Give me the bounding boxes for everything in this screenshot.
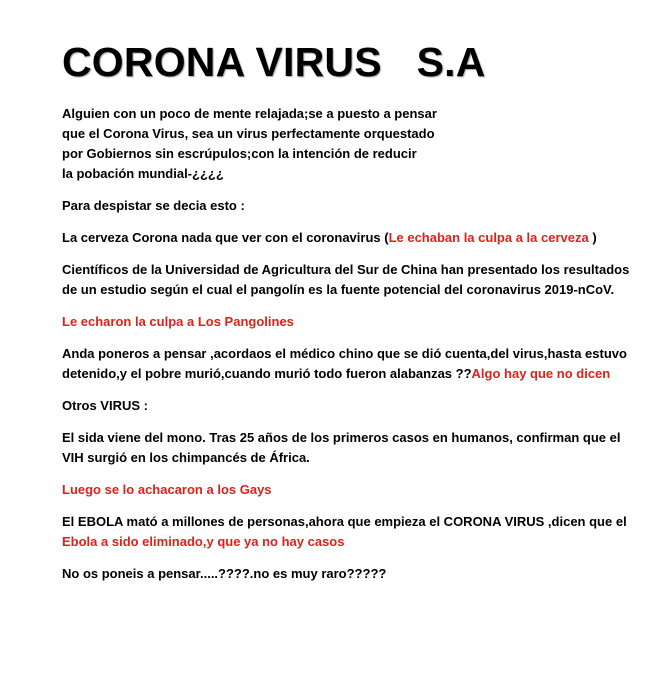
- paragraph-despistar: Para despistar se decia esto :: [62, 198, 245, 213]
- paragraph-medico-chino: [62, 344, 652, 384]
- paragraph-closing: No os poneis a pensar.....????.no es muy raro?????: [62, 566, 387, 581]
- paragraph-sida: El sida viene del mono. Tras 25 años de los primeros casos en humanos, confirman que el VIH surgió en los chimpancés de África.: [62, 430, 621, 465]
- paragraph-intro: Alguien con un poco de mente relajada;se a puesto a pensar que el Corona Virus, sea un virus perfectamente orquestado por Gobiernos sin escrúpulos;con la intención de reducir la pobación mundial-¿¿¿¿: [62, 106, 437, 181]
- ebola-text: El EBOLA mató a millones de personas,ahora que empieza el CORONA VIRUS ,dicen que el: [62, 514, 627, 529]
- paragraph-pangolines-highlight: Le echaron la culpa a Los Pangolines: [62, 314, 294, 329]
- document-page: [62, 40, 652, 596]
- medico-highlight: Algo hay que no dicen: [471, 366, 611, 381]
- paragraph-pangolin-study: Científicos de la Universidad de Agricultura del Sur de China han presentado los resultados de un estudio según el cual el pangolín es la fuente potencial del coronavirus 2019-nCoV.: [62, 262, 630, 297]
- cerveza-end: ): [588, 230, 597, 245]
- paragraph-otros-virus: Otros VIRUS :: [62, 398, 148, 413]
- paragraph-cerveza: [62, 228, 652, 248]
- ebola-highlight: Ebola a sido eliminado,y que ya no hay casos: [62, 534, 345, 549]
- cerveza-text: La cerveza Corona nada que ver con el coronavirus (: [62, 230, 389, 245]
- page-title: CORONA VIRUS S.A: [62, 39, 486, 85]
- paragraph-gays-highlight: Luego se lo achacaron a los Gays: [62, 482, 272, 497]
- medico-text: Anda poneros a pensar ,acordaos el médico chino que se dió cuenta,del virus,hasta estuvo detenido,y el pobre murió,cuando murió todo fueron alabanzas ??: [62, 346, 627, 381]
- paragraph-ebola: [62, 512, 652, 552]
- cerveza-highlight: Le echaban la culpa a la cerveza: [388, 230, 589, 245]
